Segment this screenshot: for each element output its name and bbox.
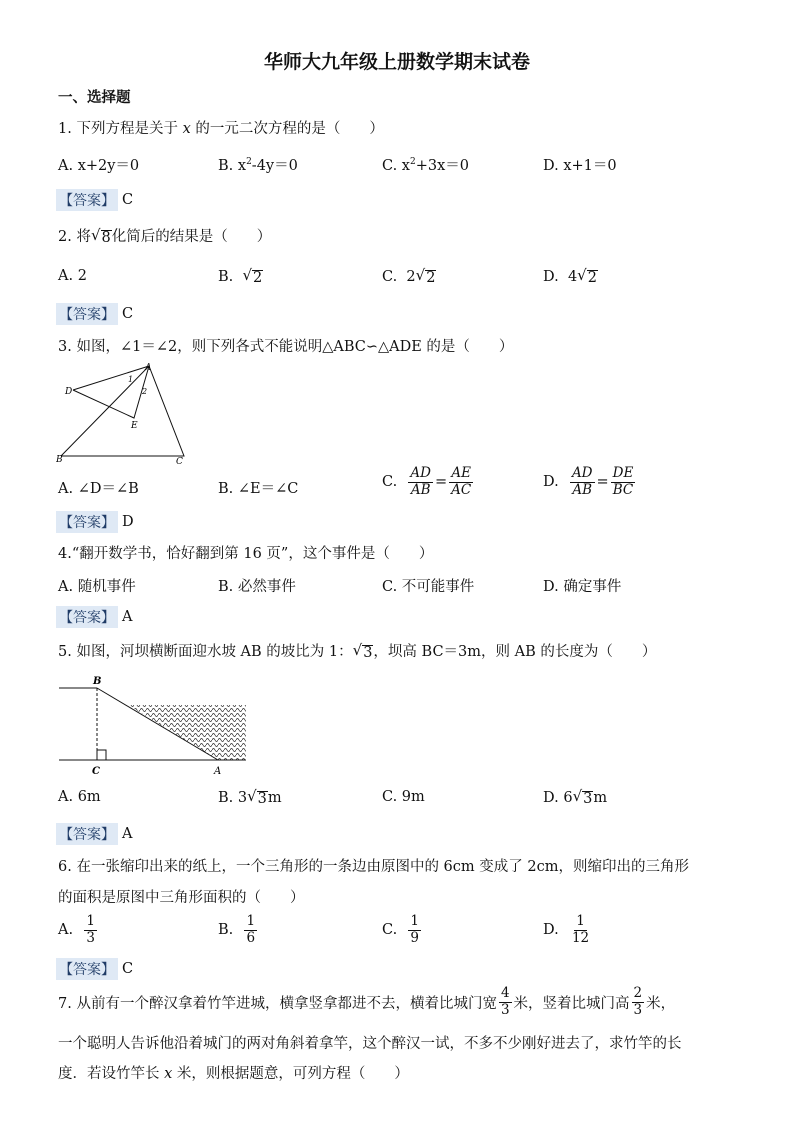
question-4-stem: 4.“翻开数学书，恰好翻到第 16 页”，这个事件是（ ） bbox=[58, 546, 434, 562]
label-B: B bbox=[93, 676, 102, 687]
question-5-stem: 5. 如图，河坝横断面迎水坡 AB 的坡比为 1： √ 3 ，坝高 BC＝3m，则 AB 的长度为（ ） bbox=[58, 640, 657, 661]
q2-option-d: D. 4 √ 2 bbox=[543, 266, 597, 286]
triangle-figure bbox=[56, 360, 190, 466]
q1-option-d: D. x+1＝0 bbox=[543, 158, 617, 174]
q3-answer: 【答案】 D bbox=[56, 511, 134, 533]
q5-option-c: C. 9m bbox=[382, 789, 425, 805]
label-C: C bbox=[92, 766, 100, 777]
q1-option-a: A. x+2y＝0 bbox=[58, 158, 140, 174]
q3-option-a: A. ∠D＝∠B bbox=[58, 481, 139, 497]
label-E: E bbox=[131, 421, 138, 431]
q4-option-b: B. 必然事件 bbox=[218, 579, 296, 595]
q6-option-c: C. $\frac{1}{9}$ bbox=[382, 913, 419, 946]
q2-option-b: B. √ 2 bbox=[218, 266, 263, 286]
label-B: B bbox=[56, 455, 63, 465]
q2-answer: 【答案】 C bbox=[56, 303, 133, 325]
q6-option-d: D. $\frac{1}{12}$ bbox=[543, 913, 590, 946]
q5-option-d: D. 6 √ 3 m bbox=[543, 787, 608, 807]
label-1: 1 bbox=[128, 375, 134, 384]
q3-option-d: D. $\frac{AD}{AB}$ = $\frac{DE}{BC}$ bbox=[543, 465, 634, 498]
q1-option-c: C. $x^2+3x=0$ bbox=[382, 157, 469, 174]
question-7-line3: 度．若设竹竿长 x 米，则根据题意，可列方程（ ） bbox=[58, 1066, 409, 1082]
question-6-stem-line2: 的面积是原图中三角形面积的（ ） bbox=[58, 890, 305, 906]
label-A: A bbox=[214, 766, 222, 777]
section-heading: 一、选择题 bbox=[58, 90, 131, 106]
question-6-stem-line1: 6. 在一张缩印出来的纸上，一个三角形的一条边由原图中的 6cm 变成了 2cm，则缩印出的三角形 bbox=[58, 859, 689, 875]
q4-answer: 【答案】 A bbox=[56, 606, 132, 628]
question-3-stem: 3. 如图，∠1＝∠2，则下列各式不能说明△ABC∽△ADE 的是（ ） bbox=[58, 339, 514, 355]
q4-option-a: A. 随机事件 bbox=[58, 579, 136, 595]
q4-option-c: C. 不可能事件 bbox=[382, 579, 475, 595]
q5-option-a: A. 6m bbox=[58, 789, 101, 805]
answer-tag: 【答案】 bbox=[56, 189, 118, 211]
q1-option-b: B. $x^2-4y=0$ bbox=[218, 157, 298, 174]
dam-cross-section-figure bbox=[56, 672, 252, 778]
label-2: 2 bbox=[142, 387, 148, 396]
label-D: D bbox=[65, 387, 73, 397]
q6-option-b: B. $\frac{1}{6}$ bbox=[218, 913, 256, 946]
page-title: 华师大九年级上册数学期末试卷 bbox=[263, 51, 530, 73]
label-C: C bbox=[176, 457, 183, 466]
label-A: A bbox=[145, 363, 152, 373]
q6-answer: 【答案】 C bbox=[56, 958, 133, 980]
q2-option-a: A. 2 bbox=[58, 268, 87, 284]
question-1-stem: 1. 下列方程是关于 x 的一元二次方程的是（ ） bbox=[58, 121, 384, 137]
q3-option-b: B. ∠E＝∠C bbox=[218, 481, 299, 497]
q3-option-c: C. $\frac{AD}{AB}$ = $\frac{AE}{AC}$ bbox=[382, 465, 472, 498]
q2-option-c: C. 2 √ 2 bbox=[382, 266, 436, 286]
q5-answer: 【答案】 A bbox=[56, 823, 132, 845]
q1-answer: 【答案】 C bbox=[56, 189, 133, 211]
q6-option-a: A. $\frac{1}{3}$ bbox=[58, 913, 95, 946]
question-7-line2: 一个聪明人告诉他沿着城门的两对角斜着拿竿，这个醉汉一试，不多不少刚好进去了，求竹竿的长 bbox=[58, 1036, 682, 1052]
question-7-line1: 7. 从前有一个醉汉拿着竹竿进城，横拿竖拿都进不去，横着比城门宽 $\frac{4}{3}$ 米，竖着比城门高 $\frac{2}{3}$ 米， bbox=[58, 985, 676, 1018]
question-2-stem: 2. 将 √ 8 化简后的结果是（ ） bbox=[58, 225, 272, 246]
q4-option-d: D. 确定事件 bbox=[543, 579, 622, 595]
q5-option-b: B. 3 √ 3 m bbox=[218, 787, 282, 807]
